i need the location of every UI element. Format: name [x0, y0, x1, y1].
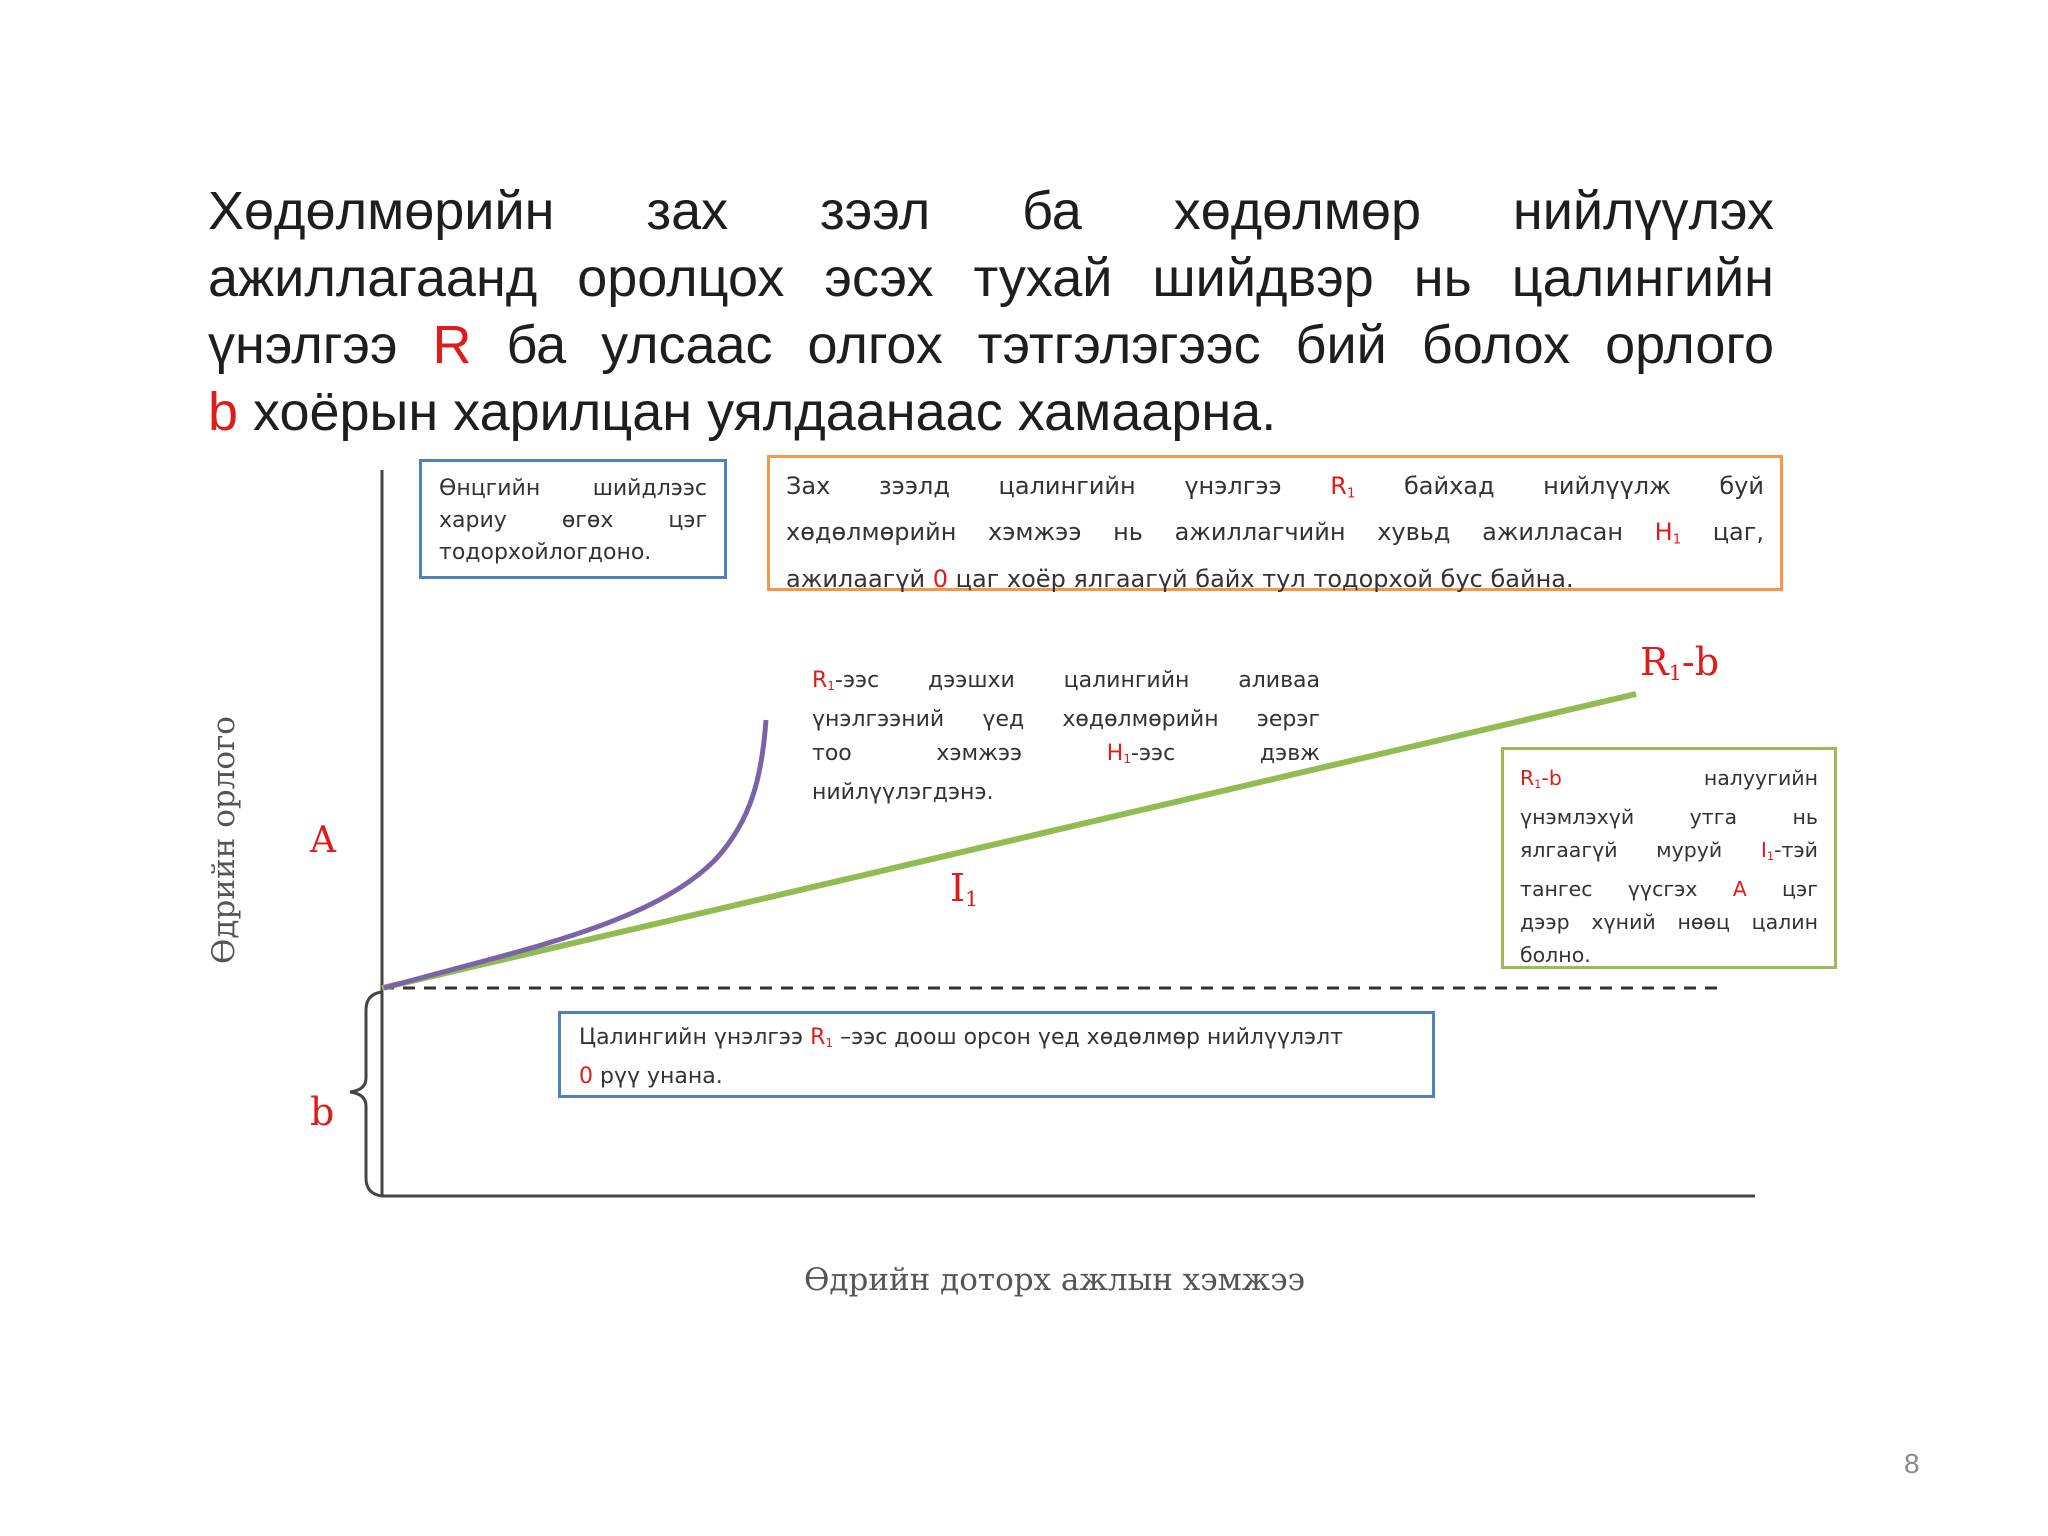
income-b-label: b — [310, 1090, 335, 1134]
symbol-subscript: 1 — [1123, 752, 1132, 767]
H1-symbol — [1107, 741, 1131, 766]
note-text: Зах зээлд цалингийн үнэлгээ — [786, 472, 1331, 500]
A-symbol: A — [1732, 876, 1747, 901]
note-line: тодорхойлогдоно. — [439, 540, 652, 565]
R1-symbol — [1330, 472, 1355, 500]
symbol-subscript: 1 — [825, 1036, 834, 1051]
note-line: дээр хүний нөөц цалин — [1520, 909, 1818, 934]
indeterminate-supply-note — [767, 455, 1783, 591]
note-text: -ээс дэвж — [1131, 741, 1320, 767]
label-letter: R — [1640, 640, 1669, 684]
page-number: 8 — [1904, 1448, 1920, 1479]
note-text: цаг, — [1681, 518, 1764, 547]
note-line — [812, 737, 1320, 776]
heading-line-2: ажиллагаанд оролцох эсэх тухай шийдвэр нь цалингийн — [208, 248, 1774, 308]
heading-text: ба улсаас олгох тэтгэлэгээс бий болох орлого — [471, 315, 1774, 375]
note-line: хариу өгөх цэг — [439, 508, 707, 533]
note-text: байхад нийлүүлж буй — [1355, 472, 1764, 500]
label-subscript: 1 — [1668, 661, 1682, 686]
note-line — [812, 664, 1320, 703]
symbol-letter: I — [1760, 837, 1767, 862]
above-R1-note — [812, 664, 1320, 810]
symbol-letter: H — [1106, 741, 1124, 767]
heading-text: үнэлгээ — [208, 315, 433, 375]
note-text: Цалингийн үнэлгээ — [579, 1025, 811, 1050]
symbol-letter: H — [1654, 518, 1673, 547]
symbol-suffix: -b — [1541, 766, 1562, 790]
note-line — [1520, 762, 1818, 801]
note-text: ажилаагүй — [786, 564, 933, 593]
note-line: Өнцгийн шийдлээс — [439, 476, 707, 501]
heading-R-symbol: R — [432, 315, 472, 375]
R1-symbol — [812, 668, 835, 693]
R1-b-symbol — [1520, 766, 1562, 790]
note-line — [579, 1021, 1414, 1060]
note-text: налуугийн — [1703, 766, 1818, 790]
x-axis-title: Өдрийн доторх ажлын хэмжээ — [804, 1262, 1306, 1298]
y-axis-title: Өдрийн орлого — [206, 716, 242, 964]
heading-b-symbol: b — [208, 382, 239, 442]
slope-tangency-note — [1501, 747, 1837, 969]
note-text: –ээс доош орсон үед хөдөлмөр нийлүүлэлт — [833, 1025, 1343, 1050]
note-line — [579, 1060, 1414, 1094]
budget-line-label — [1640, 640, 1719, 685]
indifference-curve-I1 — [384, 720, 766, 988]
note-line — [1520, 873, 1818, 906]
symbol-subscript: 1 — [1346, 486, 1356, 502]
label-suffix: -b — [1681, 640, 1720, 684]
symbol-letter: R — [1330, 472, 1347, 500]
note-line — [786, 513, 1764, 559]
R1-symbol — [810, 1025, 833, 1050]
H1-symbol — [1655, 518, 1681, 546]
symbol-subscript: 1 — [827, 679, 835, 694]
I1-symbol — [1761, 838, 1774, 862]
note-line — [1520, 834, 1818, 873]
symbol-letter: R — [1520, 766, 1535, 790]
note-text: -ээс дээшхи цалингийн аливаа — [835, 668, 1320, 693]
zero-symbol: 0 — [579, 1064, 593, 1090]
note-line — [786, 467, 1764, 513]
note-text: -тэй — [1774, 837, 1818, 862]
note-text: ялгаагүй муруй — [1520, 837, 1761, 862]
zero-symbol: 0 — [932, 564, 948, 593]
note-text: цэг — [1746, 876, 1818, 901]
symbol-letter: R — [812, 668, 828, 693]
optimal-solution-note — [419, 459, 727, 579]
symbol-subscript: 1 — [1672, 532, 1682, 548]
note-text: хөдөлмөрийн хэмжээ нь ажиллагчийн хувьд ажилласан — [786, 518, 1655, 547]
heading-text: хоёрын харилцан уялдаанаас хамаарна. — [238, 382, 1277, 442]
note-text: тоо хэмжээ — [812, 741, 1107, 767]
note-line — [786, 560, 1764, 599]
heading-line-1: Хөдөлмөрийн зах зээл ба хөдөлмөр нийлүүлэх — [208, 181, 1774, 241]
note-text: тангес үүсгэх — [1520, 876, 1733, 901]
symbol-subscript: 1 — [1766, 849, 1775, 863]
note-line: нийлүүлэгдэнэ. — [812, 780, 994, 806]
symbol-letter: R — [810, 1025, 826, 1050]
note-line: үнэлгээний үед хөдөлмөрийн эерэг — [812, 707, 1320, 733]
note-line: үнэмлэхүй утга нь — [1520, 804, 1818, 829]
point-A-label: A — [310, 820, 336, 861]
below-R1-note — [558, 1011, 1435, 1098]
income-b-brace — [350, 992, 382, 1196]
symbol-subscript: 1 — [1534, 777, 1542, 791]
note-text: цаг хоёр ялгаагүй байх тул тодорхой бус байна. — [948, 564, 1574, 593]
note-text: рүү унана. — [593, 1064, 723, 1090]
indifference-curve-label — [950, 866, 978, 911]
note-line: болно. — [1520, 942, 1591, 967]
label-subscript: 1 — [965, 887, 979, 912]
label-letter: I — [950, 866, 966, 910]
